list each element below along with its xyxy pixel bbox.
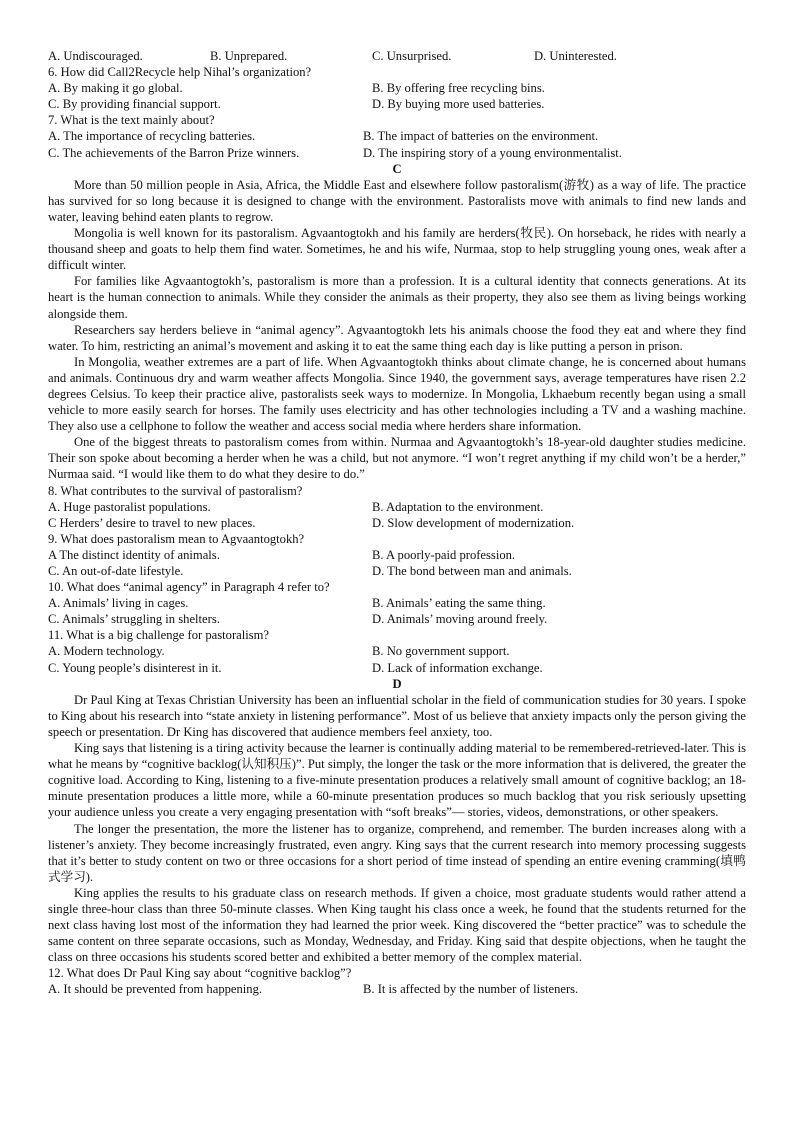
q8-options-row2 xyxy=(48,515,746,531)
option-b: B. By offering free recycling bins. xyxy=(372,81,545,96)
section-c-paragraph-3: For families like Agvaantogtokh’s, pastoralism is more than a profession. It is a cultural identity that connects generations. At its heart is the human connection to animals. While they consider the animals as their property, they also see them as living beings working alongside them. xyxy=(48,274,746,321)
option-a: A. Undiscouraged. xyxy=(48,49,143,63)
option-a: A. It should be prevented from happening. xyxy=(48,982,263,997)
option-b: B. Unprepared. xyxy=(210,49,288,63)
section-c-paragraph-6: One of the biggest threats to pastoralism comes from within. Nurmaa and Agvaantogtokh’s 18-year-old daughter studies medicine. Their son spoke about becoming a herder when he was a child, but not anymore. “I won’t regret anything if my child won’t be a herder,” Nurmaa said. “I would like them to do what they desire to do.” xyxy=(48,435,746,482)
option-d: D. Slow development of modernization. xyxy=(372,515,575,530)
option-a: A The distinct identity of animals. xyxy=(48,547,220,562)
option-c: C. Unsurprised. xyxy=(372,49,452,63)
section-d-heading: D xyxy=(392,676,402,691)
option-b: B. The impact of batteries on the environment. xyxy=(363,129,599,144)
option-a: A. By making it go global. xyxy=(48,81,183,96)
section-d-paragraph-1: Dr Paul King at Texas Christian University has been an influential scholar in the field of communication studies for 30 years. I spoke to King about his research into “state anxiety in listening performance”. Most of us believe that anxiety impacts only the person giving the speech or presentation. Dr King has discovered that audience members feel anxiety, too. xyxy=(48,692,746,739)
question-8-stem: 8. What contributes to the survival of pastoralism? xyxy=(48,483,303,498)
section-c-heading: C xyxy=(392,161,402,176)
q11-options-row2 xyxy=(48,660,746,676)
section-c-paragraph-1: More than 50 million people in Asia, Africa, the Middle East and elsewhere follow pastoralism(游牧) as a way of life. The practice has survived for so long because it is designed to change with the environment. Pastoralists move with animals to find new lands and water, leaving behind eaten plants to regrow. xyxy=(48,177,746,224)
option-d: D. Lack of information exchange. xyxy=(372,660,543,675)
question-11-stem: 11. What is a big challenge for pastoralism? xyxy=(48,628,270,643)
section-c-paragraph-5: In Mongolia, weather extremes are a part of life. When Agvaantogtokh thinks about climate change, he is concerned about humans and animals. Continuous dry and warm weather affects Mongolia. Since 1940, the government says, average temperatures have risen 2.2 degrees Celsius. To keep their practice alive, pastoralists seek ways to modernize. In Mongolia, Lkhaebum recently began using a small vehicle to more easily search for horses. The family uses electricity and has other technologies including a TV and a washing machine. They also use a cellphone to follow the weather and access social media where herders share information. xyxy=(48,354,746,434)
option-b: B. A poorly-paid profession. xyxy=(372,547,516,562)
question-7-stem: 7. What is the text mainly about? xyxy=(48,113,215,128)
section-d-paragraph-2: King says that listening is a tiring activity because the learner is continually adding material to be remembered-retrieved-later. This is what he means by “cognitive backlog(认知积压)”. Put simply, the longer the task or the more information that is delivered, the greater the cognitive load. According to King, listening to a five-minute presentation produces a relatively small amount of cognitive backlog; an 18-minute presentation produces a little more, while a 60-minute presentation produces so much backlog that you risk seriously upsetting your audience unless you create a very engaging presentation with “soft breaks”— stories, videos, demonstrations, or other speakers. xyxy=(48,741,746,820)
section-d-paragraph-4: King applies the results to his graduate class on research methods. If given a choice, most graduate students would rather attend a single three-hour class than three 50-minute classes. When King taught his class once a week, he found that the students returned for the next class having lost most of the information they had learned the prior week. King discovered the “better practice” was to schedule the same content on three separate occasions, such as Monday, Wednesday, and Friday. King said that despite objections, when he taught the class on three occasions his students scored better and exhibited a better memory of the complex material. xyxy=(48,885,746,965)
option-d: D. By buying more used batteries. xyxy=(372,97,545,112)
q11-options-row1 xyxy=(48,643,746,659)
option-b: B. Adaptation to the environment. xyxy=(372,499,544,514)
question-9-stem: 9. What does pastoralism mean to Agvaantogtokh? xyxy=(48,531,305,546)
q6-options-row2 xyxy=(48,96,746,112)
question-12-stem: 12. What does Dr Paul King say about “cognitive backlog”? xyxy=(48,966,352,981)
option-d: D. The inspiring story of a young environmentalist. xyxy=(363,145,622,160)
option-a: A. Modern technology. xyxy=(48,644,165,659)
question-6-stem: 6. How did Call2Recycle help Nihal’s organization? xyxy=(48,65,312,80)
option-b: B. It is affected by the number of listeners. xyxy=(363,982,579,997)
q9-options-row1 xyxy=(48,547,746,563)
q8-options-row1 xyxy=(48,499,746,515)
option-c: C. Animals’ struggling in shelters. xyxy=(48,612,220,627)
q9-options-row2 xyxy=(48,563,746,579)
option-a: A. Animals’ living in cages. xyxy=(48,596,189,611)
option-b: B. No government support. xyxy=(372,644,510,659)
option-c: C. An out-of-date lifestyle. xyxy=(48,564,184,578)
section-c-paragraph-2: Mongolia is well known for its pastoralism. Agvaantogtokh and his family are herders(牧民). On horseback, he rides with nearly a thousand sheep and goats to help them find water. Sometimes, he and his wife, Nurmaa, stop to help struggling young ones, weak after a difficult winter. xyxy=(48,226,746,273)
q12-options-row1 xyxy=(48,981,746,997)
exam-page xyxy=(48,48,746,998)
option-a: A. The importance of recycling batteries. xyxy=(48,129,256,144)
q7-options-row2 xyxy=(48,145,746,161)
option-c: C Herders’ desire to travel to new places. xyxy=(48,515,256,530)
option-d: D. Uninterested. xyxy=(534,49,617,63)
option-c: C. The achievements of the Barron Prize winners. xyxy=(48,145,300,160)
option-a: A. Huge pastoralist populations. xyxy=(48,499,211,514)
q10-options-row1 xyxy=(48,595,746,611)
section-d-paragraph-3: The longer the presentation, the more the listener has to organize, comprehend, and remember. The burden increases along with a listener’s anxiety. They become increasingly frustrated, even angry. King says that the current research into memory processing suggests that it’s better to study content on two or three occasions for a short period of time instead of spending an entire evening cramming(填鸭式学习). xyxy=(48,821,746,884)
option-c: C. Young people’s disinterest in it. xyxy=(48,660,222,675)
section-c-paragraph-4: Researchers say herders believe in “animal agency”. Agvaantogtokh lets his animals choose the food they eat and where they find water. To him, restricting an animal’s movement and asking it to eat the same thing each day is like putting a person in prison. xyxy=(48,322,746,353)
option-d: D. The bond between man and animals. xyxy=(372,564,572,578)
question-10-stem: 10. What does “animal agency” in Paragraph 4 refer to? xyxy=(48,580,330,595)
option-c: C. By providing financial support. xyxy=(48,97,221,112)
q5-options xyxy=(48,48,746,64)
option-b: B. Animals’ eating the same thing. xyxy=(372,596,546,611)
q7-options-row1 xyxy=(48,128,746,144)
q10-options-row2 xyxy=(48,611,746,627)
q6-options-row1 xyxy=(48,80,746,96)
option-d: D. Animals’ moving around freely. xyxy=(372,612,548,627)
